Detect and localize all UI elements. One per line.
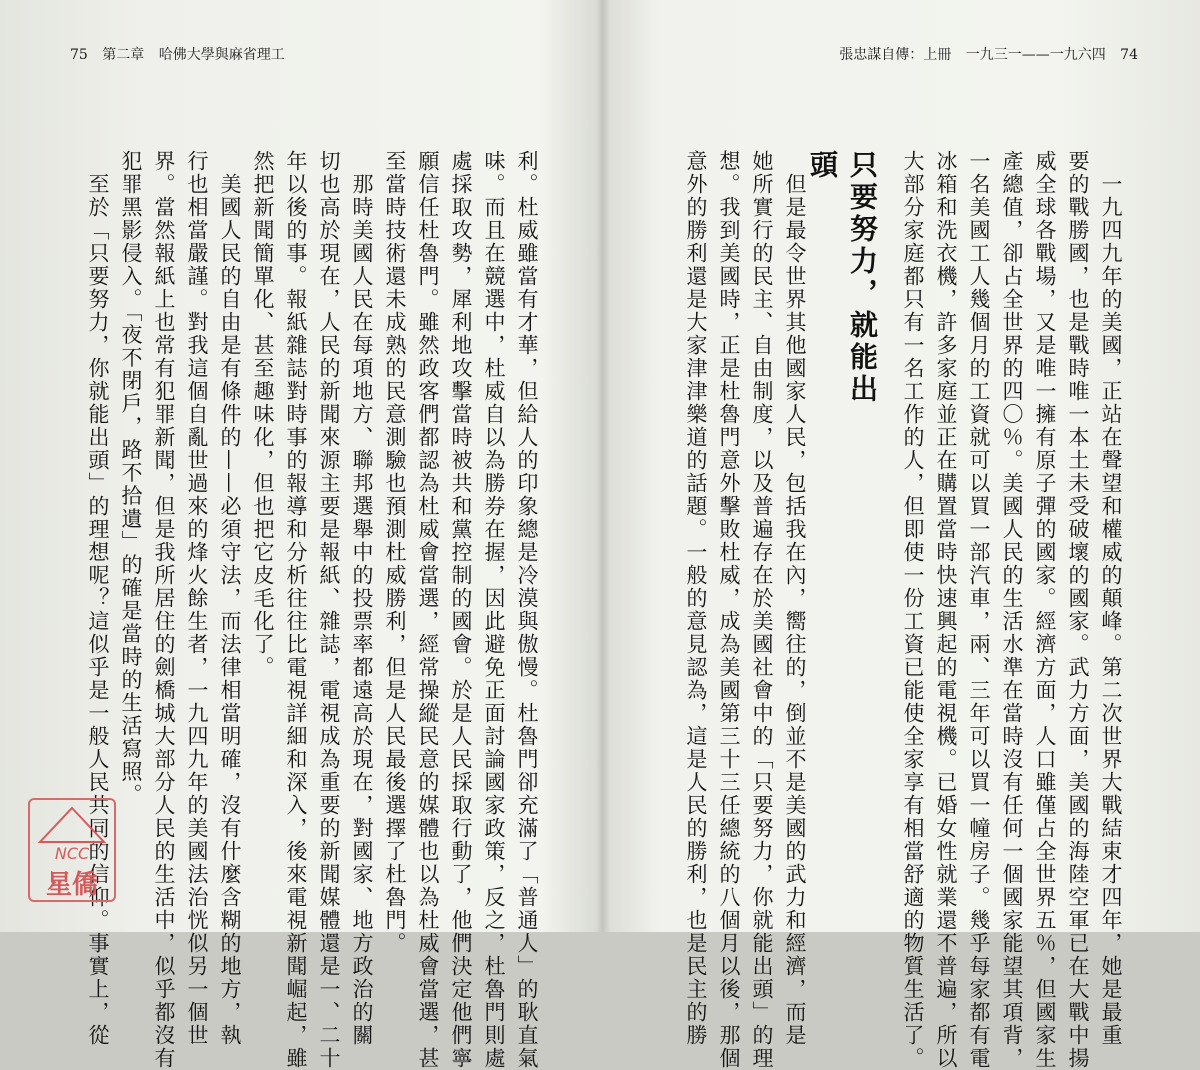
- text-column: 年以後的事。報紙雜誌對時事的報導和分析往往比電視詳細和深入，後來電視新聞崛起，雖: [284, 150, 308, 1070]
- text-column: 一九四九年的美國，正站在聲望和權威的顛峰。第二次世界大戰結束才四年，她是最重: [1099, 150, 1123, 1047]
- text-column: 產總值，卻占全世界的四〇％。美國人民的生活水準在當時沒有任何一個國家能望其項背，: [1000, 150, 1024, 1070]
- text-column: 美國人民的自由是有條件的——必須守法，而法律相當明確，沒有什麼含糊的地方，執: [218, 150, 242, 1047]
- text-column: 那時美國人民在每項地方、聯邦選舉中的投票率都遠高於現在，對國家、地方政治的關: [350, 150, 374, 1047]
- text-column: 然把新聞簡單化、甚至趣味化，但也把它皮毛化了。: [251, 150, 275, 679]
- right-page-header: [829, 44, 1138, 64]
- text-column: 意外的勝利還是大家津津樂道的話題。一般的意見認為，這是人民的勝利，也是民主的勝: [684, 150, 708, 1047]
- text-column: 要的戰勝國，也是戰時唯一本土未受破壞的國家。武力方面，美國的海陸空軍已在大戰中揚: [1066, 150, 1090, 1070]
- triangle-icon: [36, 806, 108, 846]
- chapter-label: 第二章: [102, 47, 145, 63]
- text-column: 想。我到美國時，正是杜魯門意外擊敗杜威，成為美國第三十三任總統的八個月以後，那個: [717, 150, 741, 1070]
- text-column: 至於「只要努力，你就能出頭」的理想呢？這似乎是一般人民共同的信仰。事實上，從: [86, 150, 110, 1047]
- text-column: 切也高於現在，人民的新聞來源主要是報紙、雜誌，電視成為重要的新聞媒體還是一、二十: [317, 150, 341, 1070]
- text-column: 至當時技術還未成熟的民意測驗也預測杜威勝利，但是人民最後選擇了杜魯門。: [383, 150, 407, 955]
- text-column: 界。當然報紙上也常有犯罪新聞，但是我所居住的劍橋城大部分人民的生活中，似乎都沒有: [152, 150, 176, 1070]
- book-gutter: [596, 0, 610, 932]
- text-column: 處採取攻勢，犀利地攻擊當時被共和黨控制的國會。於是人民採取行動了，他們決定他們寧: [449, 150, 473, 1070]
- text-column: 味。而且在競選中，杜威自以為勝券在握，因此避免正面討論國家政策，反之，杜魯門則處: [482, 150, 506, 1070]
- right-page-number: 74: [1120, 47, 1138, 63]
- watermark-stamp: [28, 798, 116, 902]
- book-period: 一九三一——一九六四: [965, 47, 1106, 63]
- book-title: 張忠謀自傳：上冊: [839, 47, 952, 63]
- text-column: 一名美國工人幾個月的工資就可以買一部汽車，兩、三年可以買一幢房子。幾乎每家都有電: [967, 150, 991, 1070]
- left-page-number: 75: [70, 47, 88, 63]
- text-column: 她所實行的民主、自由制度，以及普遍存在於美國社會中的「只要努力，你就能出頭」的理: [750, 150, 774, 1070]
- stamp-text: NCC: [54, 844, 90, 863]
- text-column: 威全球各戰場，又是唯一擁有原子彈的國家。經濟方面，人口雖僅占全世界五％，但國家生: [1033, 150, 1057, 1070]
- section-heading: 只要努力，就能出頭: [806, 150, 879, 406]
- text-column: 犯罪黑影侵入。「夜不閉戶，路不拾遺」的確是當時的生活寫照。: [119, 150, 143, 807]
- chapter-title: 哈佛大學與麻省理工: [158, 47, 285, 63]
- stamp-subtext: 星僑: [45, 870, 98, 900]
- left-page-header: [70, 44, 295, 64]
- text-column: 願信任杜魯門。雖然政客們都認為杜威會當選，經常操縱民意的媒體也以為杜威會當選，甚: [416, 150, 440, 1070]
- text-column: 行也相當嚴謹。對我這個自亂世過來的烽火餘生者，一九四九年的美國法治恍似另一個世: [185, 150, 209, 1047]
- text-column: 利。杜威雖當有才華，但給人的印象總是冷漠與傲慢。杜魯門卻充滿了「普通人」的耿直氣: [515, 150, 539, 1070]
- text-column: 但是最令世界其他國家人民，包括我在內，嚮往的，倒並不是美國的武力和經濟，而是: [783, 150, 807, 1047]
- text-column: 冰箱和洗衣機，許多家庭並正在購置當時快速興起的電視機。已婚女性就業還不普遍，所以: [934, 150, 958, 1070]
- text-column: 大部分家庭都只有一名工作的人，但即使一份工資已能使全家享有相當舒適的物質生活了。: [901, 150, 925, 1070]
